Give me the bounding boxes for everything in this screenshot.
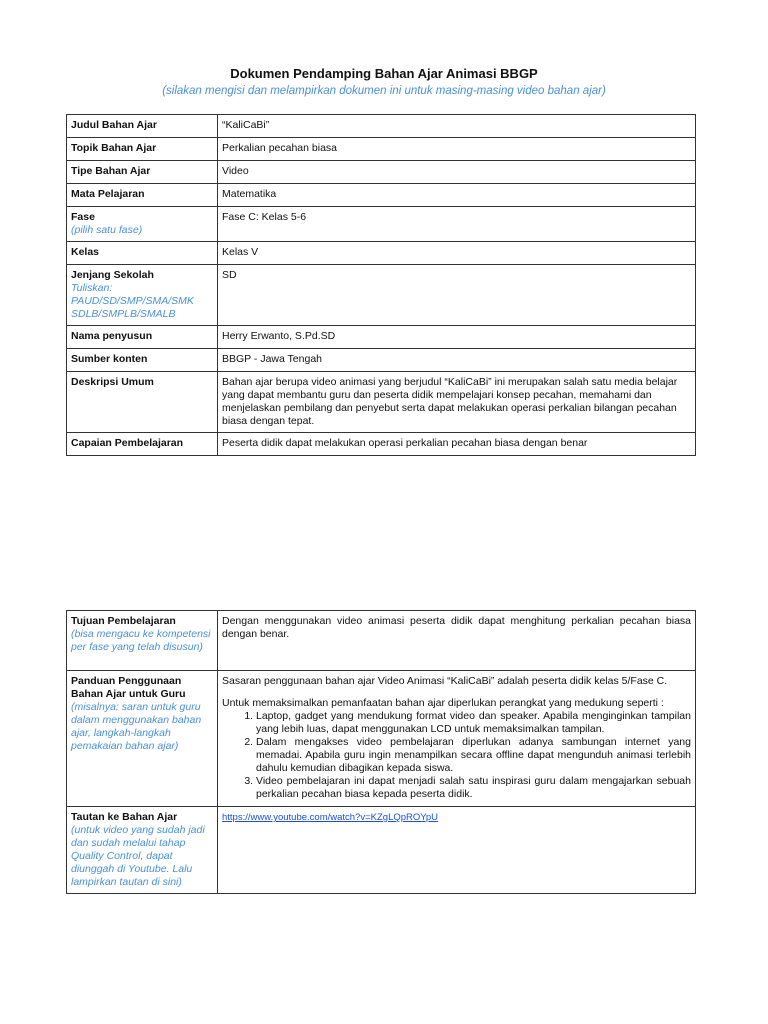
row-value: BBGP - Jawa Tengah [218, 349, 696, 372]
table-row-topik [67, 138, 696, 161]
row-label: Kelas [67, 242, 218, 265]
document-title: Dokumen Pendamping Bahan Ajar Animasi BBGP [230, 66, 538, 81]
row-value: Herry Erwanto, S.Pd.SD [218, 326, 696, 349]
table-row-tautan [67, 807, 696, 894]
row-label: Judul Bahan Ajar [67, 115, 218, 138]
row-label [67, 611, 218, 671]
row-value: “KaliCaBi” [218, 115, 696, 138]
row-label-text: Fase [71, 211, 95, 223]
row-label-text: Panduan Penggunaan Bahan Ajar untuk Guru [71, 675, 186, 700]
row-value: Video [218, 161, 696, 184]
table-row-fase [67, 207, 696, 242]
table-row-sumber [67, 349, 696, 372]
table-row-deskripsi [67, 372, 696, 433]
row-label [67, 207, 218, 242]
row-hint: (bisa mengacu ke kompetensi per fase yang telah disusun) [71, 628, 211, 653]
table-row-capaian [67, 433, 696, 456]
info-table [66, 114, 696, 456]
row-label: Deskripsi Umum [67, 372, 218, 433]
row-value: Fase C: Kelas 5-6 [218, 207, 696, 242]
row-label: Mata Pelajaran [67, 184, 218, 207]
panduan-intro: Sasaran penggunaan bahan ajar Video Animasi “KaliCaBi” adalah peserta didik kelas 5/Fase C. [222, 675, 668, 687]
table-row-judul [67, 115, 696, 138]
row-hint: Tuliskan: PAUD/SD/SMP/SMA/SMK SDLB/SMPLB/SMALB [71, 282, 194, 320]
row-label: Tipe Bahan Ajar [67, 161, 218, 184]
panduan-lead: Untuk memaksimalkan pemanfaatan bahan ajar diperlukan perangkat yang medukung seperti : [222, 697, 664, 709]
guidance-table [66, 610, 696, 894]
spacer [222, 688, 691, 697]
row-value: Bahan ajar berupa video animasi yang berjudul “KaliCaBi” ini merupakan salah satu media belajar yang dapat membantu guru dan peserta didik mempelajari konsep pecahan, memahami dan menjelaskan pembilang dan penyebut serta dapat melakukan operasi perkalian bilangan pecahan biasa dengan tepat. [218, 372, 696, 433]
row-value: Dengan menggunakan video animasi peserta didik dapat menghitung perkalian pecahan biasa dengan benar. [218, 611, 696, 671]
row-label: Capaian Pembelajaran [67, 433, 218, 456]
row-label: Topik Bahan Ajar [67, 138, 218, 161]
table-row-kelas [67, 242, 696, 265]
row-label [67, 671, 218, 807]
table-row-panduan [67, 671, 696, 807]
youtube-link[interactable]: https://www.youtube.com/watch?v=KZgLQpROYpU [222, 812, 439, 823]
table-row-mapel [67, 184, 696, 207]
row-label-text: Tujuan Pembelajaran [71, 615, 176, 627]
row-hint: (untuk video yang sudah jadi dan sudah melalui tahap Quality Control, dapat diunggah di Youtube. Lalu lampirkan tautan di sini) [71, 824, 205, 888]
row-value: Perkalian pecahan biasa [218, 138, 696, 161]
table-row-penyusun [67, 326, 696, 349]
row-label [67, 807, 218, 894]
row-hint: (misalnya: saran untuk guru dalam menggunakan bahan ajar, langkah-langkah pemakaian bahan ajar) [71, 701, 202, 752]
table-row-tipe [67, 161, 696, 184]
row-value: SD [218, 265, 696, 326]
table-row-jenjang [67, 265, 696, 326]
list-item: 1. Laptop, gadget yang mendukung format video dan speaker. Apabila menginginkan tampilan yang lebih luas, dapat menggunakan LCD untuk memaksimalkan tampilan. [256, 710, 691, 736]
row-value [218, 671, 696, 807]
row-label: Sumber konten [67, 349, 218, 372]
row-value: Peserta didik dapat melakukan operasi perkalian pecahan biasa dengan benar [218, 433, 696, 456]
row-value: Kelas V [218, 242, 696, 265]
row-label-text: Jenjang Sekolah [71, 269, 154, 281]
row-hint: (pilih satu fase) [71, 224, 143, 236]
table-row-tujuan [67, 611, 696, 671]
row-label [67, 265, 218, 326]
row-value [218, 807, 696, 894]
row-label-text: Tautan ke Bahan Ajar [71, 811, 178, 823]
document-subtitle: (silakan mengisi dan melampirkan dokumen ini untuk masing-masing video bahan ajar) [162, 85, 606, 97]
list-item: 3. Video pembelajaran ini dapat menjadi salah satu inspirasi guru dalam mengajarkan sebuah perkalian pecahan biasa kepada peserta didik. [256, 775, 691, 801]
list-item: 2. Dalam mengakses video pembelajaran diperlukan adanya sambungan internet yang memadai. Apabila guru ingin menampilkan secara offline dapat mengunduh animasi terlebih dahulu kemudian dibagikan kepada siswa. [256, 736, 691, 775]
row-value: Matematika [218, 184, 696, 207]
requirements-list [222, 710, 691, 801]
row-label: Nama penyusun [67, 326, 218, 349]
